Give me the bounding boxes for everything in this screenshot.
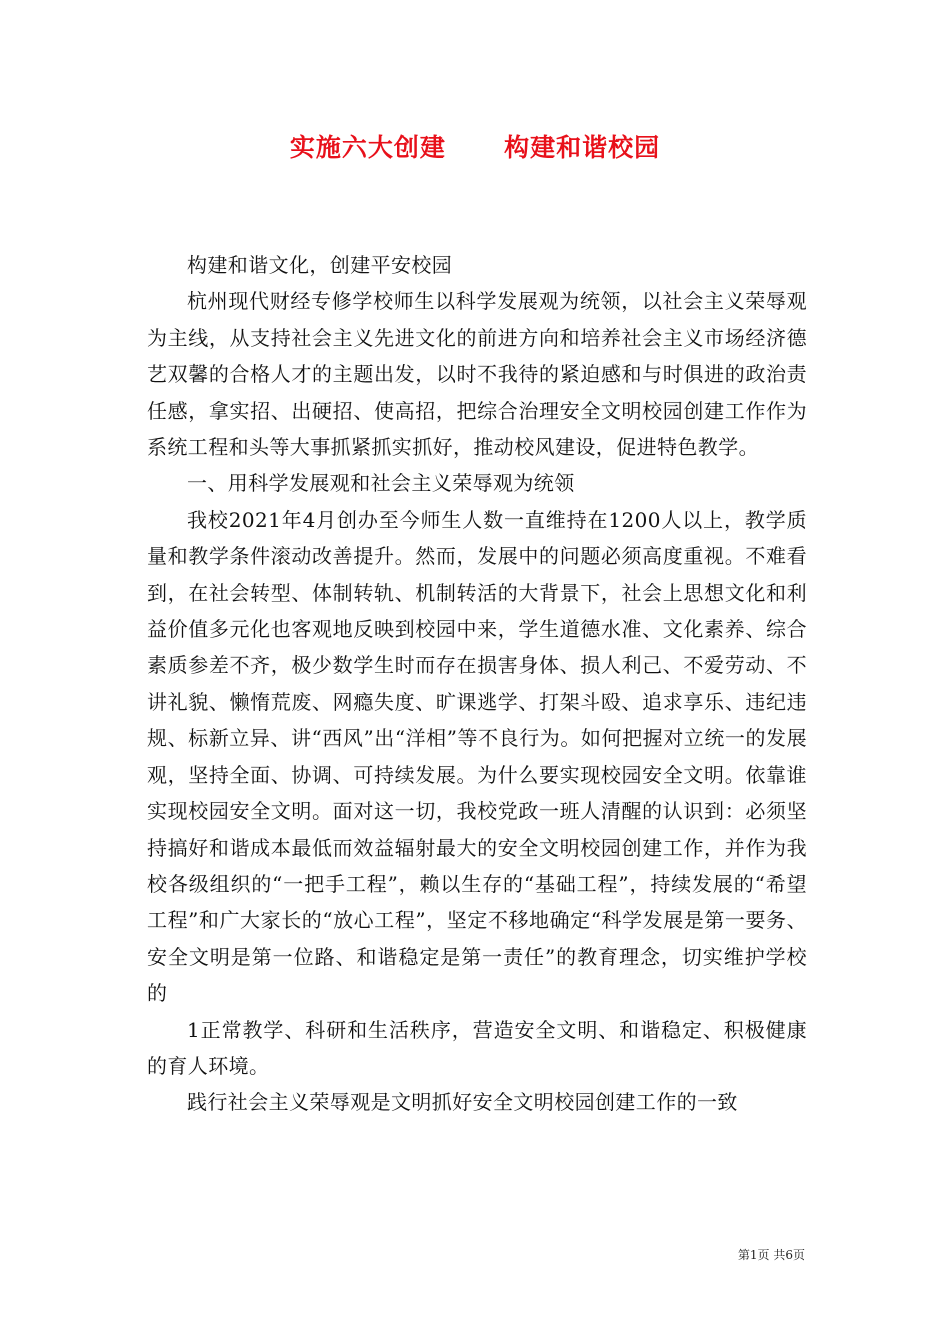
document-body <box>147 247 807 1121</box>
paragraph-main: 我校2021年4月创办至今师生人数一直维持在1200人以上，教学质量和教学条件滚动改善提升。然而，发展中的问题必须高度重视。不难看到，在社会转型、体制转轨、机制转活的大背景下，社会上思想文化和利益价值多元化也客观地反映到校园中来，学生道德水准、文化素养、综合素质参差不齐，极少数学生时而存在损害身体、损人利己、不爱劳动、不讲礼貌、懒惰荒废、网瘾失度、旷课逃学、打架斗殴、追求享乐、违纪违规、标新立异、讲“西风”出“洋相”等不良行为。如何把握对立统一的发展观，坚持全面、协调、可持续发展。为什么要实现校园安全文明。依靠谁实现校园安全文明。面对这一切，我校党政一班人清醒的认识到：必须坚持搞好和谐成本最低而效益辐射最大的安全文明校园创建工作，并作为我校各级组织的“一把手工程”，赖以生存的“基础工程”，持续发展的“希望工程”和广大家长的“放心工程”，坚定不移地确定“科学发展是第一要务、安全文明是第一位路、和谐稳定是第一责任”的教育理念，切实维护学校的 <box>147 507 807 1006</box>
paragraph-section-heading: 一、用科学发展观和社会主义荣辱观为统领 <box>187 471 575 496</box>
paragraph-intro: 杭州现代财经专修学校师生以科学发展观为统领，以社会主义荣辱观为主线，从支持社会主义先进文化的前进方向和培养社会主义市场经济德艺双馨的合格人才的主题出发，以时不我待的紧迫感和与时俱进的政治责任感，拿实招、出硬招、使高招，把综合治理安全文明校园创建工作作为系统工程和头等大事抓紧抓实抓好，推动校风建设，促进特色教学。 <box>147 289 807 460</box>
paragraph-continuation: 1正常教学、科研和生活秩序，营造安全文明、和谐稳定、积极健康的育人环境。 <box>147 1017 807 1078</box>
page-number-footer: 第1页 共6页 <box>737 1248 805 1262</box>
paragraph-last: 践行社会主义荣辱观是文明抓好安全文明校园创建工作的一致 <box>187 1090 738 1115</box>
document-title: 实施六大创建 构建和谐校园 <box>289 133 661 162</box>
paragraph-subtitle: 构建和谐文化，创建平安校园 <box>187 253 453 277</box>
